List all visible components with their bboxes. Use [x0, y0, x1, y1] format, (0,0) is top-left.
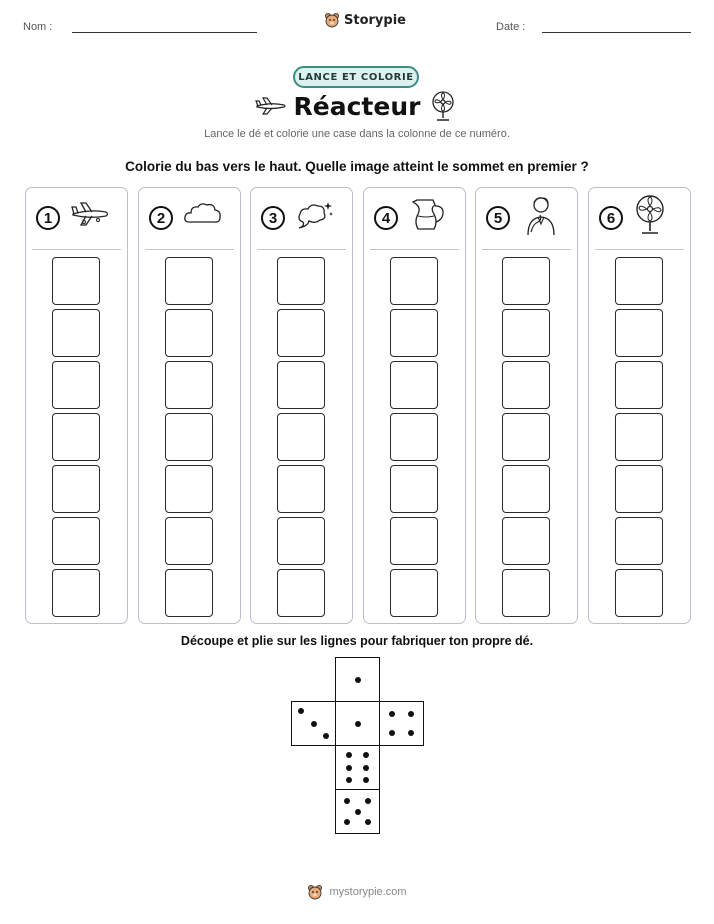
die-pip: [298, 708, 304, 714]
die-pip: [355, 809, 361, 815]
die-pip: [346, 752, 352, 758]
coloring-box[interactable]: [277, 309, 325, 357]
coloring-box[interactable]: [390, 361, 438, 409]
coloring-box[interactable]: [615, 517, 663, 565]
bear-mascot-icon: [324, 12, 340, 28]
airplane-icon: [70, 200, 110, 228]
bear-mascot-icon: [307, 884, 323, 900]
coloring-box[interactable]: [52, 517, 100, 565]
die-pip: [346, 777, 352, 783]
page-title: Réacteur: [293, 92, 421, 121]
coloring-box[interactable]: [502, 517, 550, 565]
die-face-center: [335, 701, 380, 746]
coloring-box[interactable]: [390, 257, 438, 305]
column-number: 5: [486, 206, 510, 230]
column-5: [475, 187, 578, 624]
coloring-box[interactable]: [390, 517, 438, 565]
electric-fan-icon: [633, 194, 667, 236]
die-pip: [363, 777, 369, 783]
coloring-box[interactable]: [615, 257, 663, 305]
die-pip: [389, 711, 395, 717]
coloring-box[interactable]: [502, 569, 550, 617]
die-face-last: [335, 789, 380, 834]
column-number: 4: [374, 206, 398, 230]
column-number: 1: [36, 206, 60, 230]
coloring-box[interactable]: [615, 413, 663, 461]
column-divider: [257, 249, 346, 250]
coloring-box[interactable]: [52, 465, 100, 513]
coloring-box[interactable]: [277, 257, 325, 305]
coloring-box[interactable]: [277, 465, 325, 513]
column-6: [588, 187, 691, 624]
coloring-box[interactable]: [165, 361, 213, 409]
die-pip: [363, 752, 369, 758]
name-line: [72, 32, 257, 33]
subtitle: Lance le dé et colorie une case dans la colonne de ce numéro.: [204, 128, 510, 140]
column-number: 2: [149, 206, 173, 230]
thinking-man-icon: [520, 194, 560, 236]
coloring-box[interactable]: [615, 361, 663, 409]
die-pip: [355, 721, 361, 727]
coloring-box[interactable]: [165, 569, 213, 617]
die-pip: [408, 730, 414, 736]
coloring-box[interactable]: [502, 413, 550, 461]
column-4: [363, 187, 466, 624]
die-face-right: [379, 701, 424, 746]
column-1: [25, 187, 128, 624]
coloring-box[interactable]: [52, 257, 100, 305]
die-pip: [365, 798, 371, 804]
die-pip: [408, 711, 414, 717]
smoke-puff-icon: [295, 198, 335, 232]
die-pip: [355, 677, 361, 683]
column-2: [138, 187, 241, 624]
name-label: Nom :: [23, 21, 53, 33]
coloring-box[interactable]: [52, 361, 100, 409]
die-pip: [363, 765, 369, 771]
coloring-box[interactable]: [390, 413, 438, 461]
footer-url: mystorypie.com: [329, 886, 407, 898]
coloring-box[interactable]: [615, 465, 663, 513]
coloring-box[interactable]: [52, 309, 100, 357]
die-pip: [323, 733, 329, 739]
die-pip: [346, 765, 352, 771]
coloring-box[interactable]: [277, 361, 325, 409]
coloring-box[interactable]: [502, 361, 550, 409]
die-face-left: [291, 701, 336, 746]
die-pip: [365, 819, 371, 825]
die-face-bottom: [335, 745, 380, 790]
coloring-box[interactable]: [390, 309, 438, 357]
coloring-box[interactable]: [165, 309, 213, 357]
coloring-box[interactable]: [277, 413, 325, 461]
date-label: Date :: [496, 21, 526, 33]
coloring-box[interactable]: [165, 257, 213, 305]
coloring-box[interactable]: [165, 517, 213, 565]
footer: [0, 884, 714, 900]
column-3: [250, 187, 353, 624]
die-pip: [344, 798, 350, 804]
die-pip: [344, 819, 350, 825]
coloring-box[interactable]: [390, 569, 438, 617]
cloud-icon: [183, 200, 223, 228]
instruction: Colorie du bas vers le haut. Quelle image atteint le sommet en premier ?: [125, 159, 589, 174]
column-number: 3: [261, 206, 285, 230]
date-line: [542, 32, 691, 33]
electric-fan-icon: [430, 90, 456, 122]
column-divider: [145, 249, 234, 250]
die-face-top: [335, 657, 380, 702]
coloring-box[interactable]: [52, 413, 100, 461]
coloring-box[interactable]: [390, 465, 438, 513]
brand-logo: [324, 12, 406, 28]
column-divider: [32, 249, 121, 250]
die-instruction: Découpe et plie sur les lignes pour fabriquer ton propre dé.: [180, 634, 534, 648]
coloring-box[interactable]: [615, 309, 663, 357]
coloring-box[interactable]: [502, 309, 550, 357]
coloring-box[interactable]: [502, 257, 550, 305]
column-divider: [370, 249, 459, 250]
column-divider: [482, 249, 571, 250]
coloring-box[interactable]: [502, 465, 550, 513]
column-number: 6: [599, 206, 623, 230]
coloring-box[interactable]: [52, 569, 100, 617]
die-pip: [311, 721, 317, 727]
coloring-box[interactable]: [615, 569, 663, 617]
coloring-box[interactable]: [277, 517, 325, 565]
column-divider: [595, 249, 684, 250]
brand-name: Storypie: [344, 12, 406, 28]
activity-badge: LANCE ET COLORIE: [293, 66, 419, 88]
die-pip: [389, 730, 395, 736]
coloring-box[interactable]: [277, 569, 325, 617]
coloring-box[interactable]: [165, 413, 213, 461]
coloring-box[interactable]: [165, 465, 213, 513]
pitcher-icon: [408, 196, 448, 232]
